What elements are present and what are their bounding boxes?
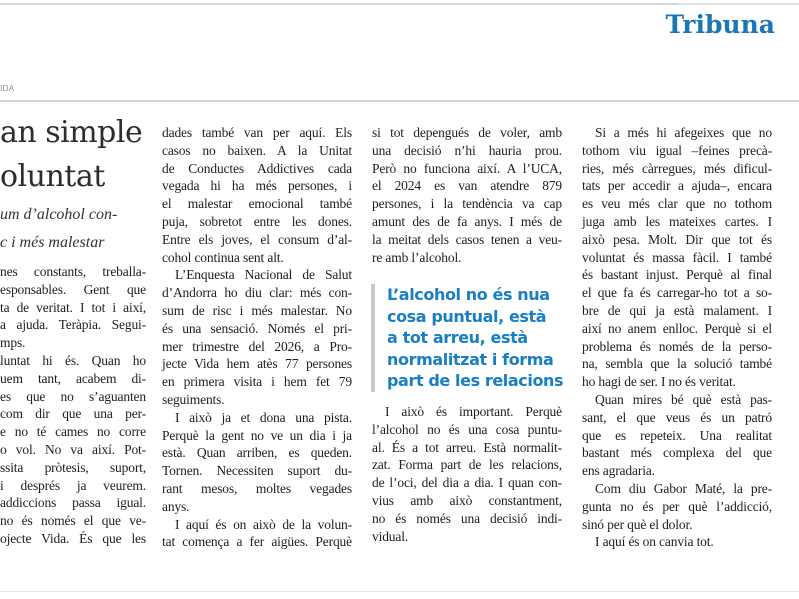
text-line: persones, i la tendència va cap (372, 196, 562, 212)
text-line: tat comença a fer aigües. Perquè (162, 534, 352, 550)
text-line: L’Enquesta Nacional de Salut (175, 267, 352, 283)
text-line: Però no funciona així. A l’UCA, (372, 160, 562, 176)
text-line: es que no s’aguanten (0, 388, 146, 404)
text-line: ens agradaria. (582, 463, 655, 479)
text-line: oluntat (0, 159, 105, 194)
text-line: és una sensació. Només el pri- (162, 320, 352, 336)
text-line: Quan mires bé què està pas- (595, 391, 772, 407)
text-line: a tot arreu, està (387, 328, 528, 347)
text-line: el 2024 es van atendre 879 (372, 178, 562, 194)
text-line: luntat hi és. Quan ho (0, 352, 146, 368)
text-line: addiccions passa igual. (0, 495, 146, 511)
text-line: ta de veritat. I tot i així, (0, 299, 146, 315)
text-line: e no té cames no corre (0, 424, 146, 440)
text-line: I aquí és on això de la volun- (175, 516, 352, 532)
text-line: de l’oci, del dia a dia. I quan con- (372, 475, 562, 491)
text-line: juga amb les mateixes cartes. I (582, 213, 772, 229)
text-line: és bastant injust. Perquè al final (582, 267, 772, 283)
text-line: sum de risc i més malestar. No (162, 302, 352, 318)
text-line: nes constants, treballa- (0, 264, 146, 279)
text-line: i després ja veurem. (0, 477, 146, 493)
text-line: d’Andorra ho diu clar: més con- (162, 285, 352, 301)
text-line: I aquí és on canvia tot. (595, 534, 714, 550)
text-line: Tornen. Necessiten suport du- (162, 463, 352, 479)
section-title: Tribuna (665, 10, 775, 39)
text-line: normalitzat i forma (387, 349, 554, 369)
text-line: ssita pròtesis, suport, (0, 459, 146, 475)
page-kicker: IDA (0, 84, 15, 93)
text-line: zat. Forma part de les relacions, (372, 457, 562, 473)
text-line: tats per accedir a ajuda–, encara (582, 178, 772, 194)
text-line: an simple (0, 115, 143, 150)
top-rule (0, 3, 799, 5)
column-1-body (0, 263, 146, 548)
text-line: c i més malestar (0, 234, 105, 251)
text-line: jecte Vida hem atès 77 persones (162, 356, 352, 372)
column-3-top (372, 124, 562, 266)
column-3-bottom (372, 403, 562, 545)
text-line: vegada hi ha més persones, i (162, 178, 352, 194)
text-line: cohol continua sent alt. (162, 249, 284, 265)
text-line: ojecte Vida. És que les (0, 530, 146, 546)
text-line: o vol. No va així. Pot- (0, 441, 146, 457)
text-line: bastant més complexa del que (582, 445, 772, 461)
text-line: voluntat és massa fàcil. I també (582, 249, 772, 265)
text-line: una decisió n’hi hauria prou. (372, 142, 562, 158)
text-line: està. Quan arriben, es queden. (162, 445, 352, 461)
text-line: no és només el que ve- (0, 513, 146, 529)
text-line: na, sembla que la solució també (582, 356, 772, 372)
text-line: rant mesos, moltes vegades (162, 480, 352, 496)
text-line: uem tant, acabem di- (0, 370, 146, 386)
text-line: dades també van per aquí. Els (162, 125, 352, 140)
text-line: així no anem enlloc. Perquè si el (582, 320, 772, 336)
headline (0, 111, 142, 199)
text-line: ries, més càrregues, més dificul- (582, 160, 772, 176)
text-line: ho hagi de ser. I no és veritat. (582, 374, 736, 390)
text-line: L’alcohol no és nua (387, 285, 550, 304)
text-line: Perquè la gent no ve un dia i ja (162, 427, 352, 443)
text-line: um d’alcohol con- (0, 206, 118, 223)
text-line: I això ja et dona una pista. (175, 409, 352, 425)
text-line: seguiments. (162, 391, 225, 407)
text-line: vidual. (372, 528, 409, 544)
text-line: es veu més clar que no tothom (582, 196, 772, 212)
text-line: Com diu Gabor Maté, la pre- (595, 480, 772, 496)
text-line: amunt des de fa anys. I més de (372, 213, 562, 229)
text-line: Si a més hi afegeixes que no (595, 125, 772, 140)
text-line: sinó per què el dolor. (582, 516, 693, 532)
text-line: mer trimestre del 2026, a Pro- (162, 338, 352, 354)
text-line: que es repeteix. Una realitat (582, 427, 772, 443)
text-line: la meitat dels casos tenen a veu- (372, 231, 562, 247)
text-line: això pesa. Molt. Dir que tot és (582, 231, 772, 247)
bottom-rule (0, 591, 799, 592)
text-line: I això és important. Perquè (385, 404, 562, 419)
text-line: gunta no és per què l’addicció, (582, 498, 772, 514)
text-line: no és només una decisió indi- (372, 510, 562, 526)
text-line: puja, sobretot entre les dones. (162, 213, 352, 229)
header-rule (0, 100, 799, 102)
text-line: mps. (0, 335, 26, 351)
text-line: cosa puntual, està (387, 306, 547, 326)
text-line: a ajuda. Teràpia. Segui- (0, 317, 146, 333)
pull-quote-lines (387, 284, 564, 392)
text-line: bre de qui ja està malament. I (582, 302, 772, 318)
text-line: re amb l’alcohol. (372, 249, 462, 265)
text-line: com dir que una per- (0, 406, 146, 422)
text-line: part de les relacions (387, 371, 564, 390)
text-line: anys. (162, 498, 190, 514)
text-line: si tot depengués de voler, amb (372, 125, 562, 140)
text-line: tothom viu igual –feines precà- (582, 142, 772, 158)
text-line: Entre els joves, el consum d’al- (162, 231, 352, 247)
text-line: vius amb això constantment, (372, 492, 562, 508)
standfirst (0, 201, 117, 257)
text-line: el que fa és carregar-ho tot a so- (582, 285, 772, 301)
text-line: en primera visita i hem fet 79 (162, 374, 352, 390)
text-line: esponsables. Gent que (0, 281, 146, 297)
text-line: al. És a tot arreu. Està normalit- (372, 439, 562, 455)
text-line: de Conductes Addictives cada (162, 160, 352, 176)
column-2-body (162, 124, 352, 551)
text-line: l’alcohol no és una cosa puntu- (372, 421, 562, 437)
text-line: sant, el que veus és un patró (582, 409, 772, 425)
text-line: casos no baixen. A la Unitat (162, 142, 352, 158)
pull-quote (371, 284, 564, 392)
column-4-body (582, 124, 772, 551)
text-line: el malestar emocional també (162, 196, 352, 212)
text-line: problema és només de la perso- (582, 338, 772, 354)
